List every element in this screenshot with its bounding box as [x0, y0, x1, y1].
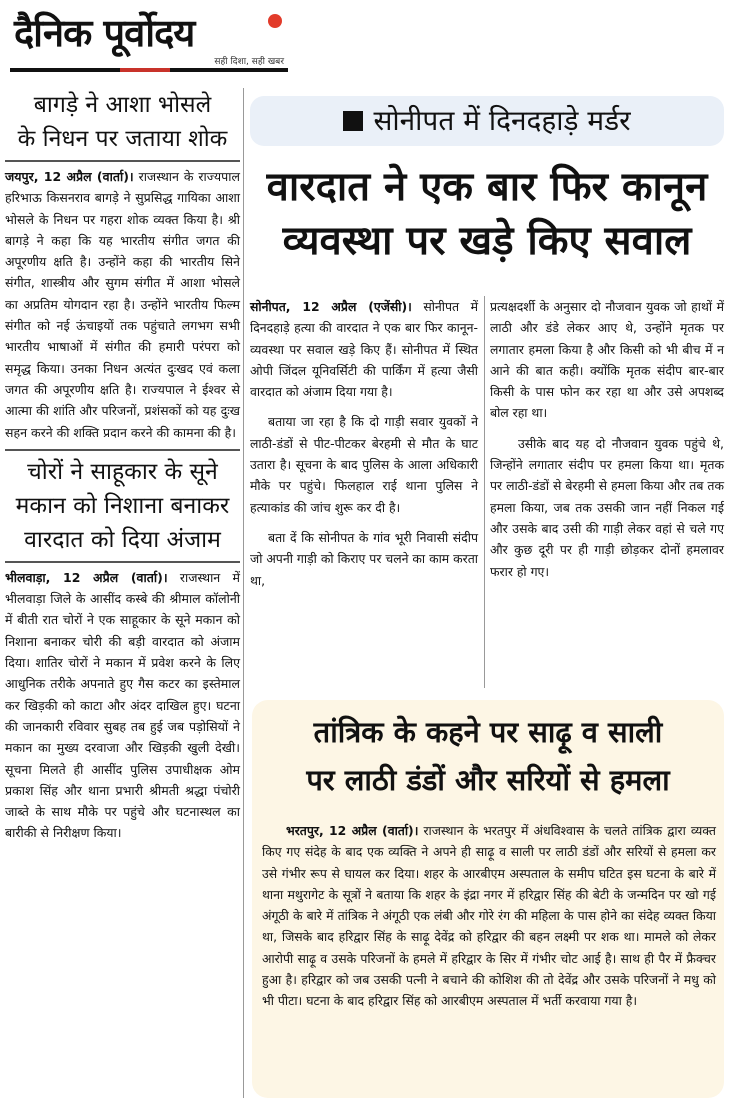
dateline: भरतपुर, 12 अप्रैल (वार्ता)। [286, 823, 419, 838]
square-bullet-icon [343, 111, 363, 131]
masthead [10, 6, 288, 72]
story-headline: बागड़े ने आशा भोसले के निधन पर जताया शोक [17, 92, 228, 152]
paragraph: बता दें कि सोनीपत के गांव भूरी निवासी संदीप जो अपनी गाड़ी को किराए पर चलने का काम करता था, [250, 529, 479, 588]
story-bagde [5, 88, 240, 443]
story-body: भीलवाड़ा, 12 अप्रैल (वार्ता)। राजस्थान में भीलवाड़ा जिले के आसींद कस्बे की श्रीमाल कॉलोनी में बीती रात चोरों ने एक साहूकार के सूने मकान को निशाना बनाकर चोरी की बड़ी वारदात को अंजाम दिया। शातिर चोरों ने मकान में प्रवेश करने के लिए आधुनिक तरीके अपनाते हुए गैस कटर का इस्तेमाल कर खिड़की को काटा और अंदर दाखिल हुए। घटना की जानकारी रविवार सुबह तब हुई जब पड़ोसियों ने मकान का मुख्य दरवाजा और खिड़की खुली देखी। सूचना मिलते ही आसींद पुलिस उपाधीक्षक ओम प्रकाश सिंह और थाना प्रभारी श्रीमती श्रद्धा पंचोरी जाब्ते के साथ मौके पर पहुंचे और घटनास्थल का बारीकी से निरीक्षण किया। [5, 569, 240, 841]
logo-dot-icon [268, 14, 282, 28]
lead-body-column-1 [250, 296, 478, 600]
lead-kicker: सोनीपत में दिनदहाड़े मर्डर [250, 96, 724, 146]
story-theft [5, 455, 240, 844]
column-divider [243, 88, 244, 1098]
column-divider [484, 296, 485, 688]
masthead-rule-accent [120, 68, 170, 72]
dateline: भीलवाड़ा, 12 अप्रैल (वार्ता)। [5, 569, 168, 585]
divider [5, 449, 240, 451]
paragraph: भरतपुर, 12 अप्रैल (वार्ता)। राजस्थान के भरतपुर में अंधविश्वास के चलते तांत्रिक द्वारा व्यक्त किए गए संदेह के बाद एक व्यक्ति ने अपने ही साढ़ू व साली पर लाठी डंडों और सरियों से हमला कर उसे गंभीर रूप से घायल कर दिया। शहर के आरबीएम अस्पताल के समीप घटित इस घटना के बारे में थाना मथुरागेट के सूत्रों ने बताया कि शहर के इंद्रा नगर में हरिद्वार सिंह की बेटी के जन्मदिन पर खो गई अंगूठी के बारे में तांत्रिक ने अंगूठी एक लंबी और गोरे रंग की महिला के पास होने का संदेह व्यक्त किया था, जिसके बाद हरिद्वार सिंह के साढ़ू देवेंद्र को हरिद्वार की बहन लक्ष्मी पर शक था। मामले को लेकर आरोपी साढ़ू व उसके परिजनों के हमले में हरिद्वार के सिर में गंभीर चोट आई है। साथ ही पैर में फ्रैक्चर हुआ है। हरिद्वार को जब उसकी पत्नी ने बचाने की कोशिश की तो देवेंद्र और उसके परिजनों ने मधु को भी पीटा। घटना के बाद हरिद्वार सिंह को आरबीएम अस्पताल में भर्ती करवाया गया है। [262, 823, 716, 1009]
story-headline: तांत्रिक के कहने पर साढ़ू व साली पर लाठी डंडों और सरियों से हमला [306, 715, 670, 797]
masthead-tagline: सही दिशा, सही खबर [214, 57, 284, 67]
dateline: जयपुर, 12 अप्रैल (वार्ता)। [5, 169, 134, 184]
boxed-story [252, 700, 724, 1098]
newspaper-logo: दैनिक पूर्वोदय [14, 11, 195, 55]
lead-headline: वारदात ने एक बार फिर कानून व्यवस्था पर खड़े किए सवाल [266, 164, 708, 264]
paragraph: प्रत्यक्षदर्शी के अनुसार दो नौजवान युवक जो हाथों में लाठी और डंडे लेकर आए थे, उन्होंने मृतक पर लगातार हमला किया है और किसी को भी बीच में न आने की बात कही। क्योंकि मृतक संदीप बार-बार किसी के पास फोन कर रहा था और उसे अपशब्द बोल रहा था। [490, 299, 724, 421]
story-body [262, 820, 716, 1012]
lead-body-column-2 [490, 296, 724, 591]
story-headline: चोरों ने साहूकार के सूने मकान को निशाना बनाकर वारदात को दिया अंजाम [15, 458, 230, 553]
dateline: सोनीपत, 12 अप्रैल (एजेंसी)। [250, 299, 412, 314]
left-column [5, 88, 240, 844]
divider [5, 160, 240, 162]
paragraph: उसीके बाद यह दो नौजवान युवक पहुंचे थे, जिन्होंने लगातार संदीप पर हमला किया था। मृतक पर लाठी-डंडों से बेरहमी से हमला किया और तब तक हमला किया, जब तक उसकी जान नहीं निकल गई और उसके बाद उसी की गाड़ी लेकर वहां से चले गए और कुछ दूरी पर ही गाड़ी छोड़कर दोनों हमलावर फरार हो गए। [490, 435, 724, 579]
paragraph: सोनीपत, 12 अप्रैल (एजेंसी)। सोनीपत में दिनदहाड़े हत्या की वारदात ने एक बार फिर कानून-व्यवस्था पर सवाल खड़े किए हैं। सोनीपत में स्थित ओपी जिंदल यूनिवर्सिटी की पार्किंग में हत्या जैसी वारदात को अंजाम दिया गया है। [250, 299, 479, 400]
divider [5, 561, 240, 563]
paragraph: बताया जा रहा है कि दो गाड़ी सवार युवकों ने लाठी-डंडों से पीट-पीटकर बेरहमी से मौत के घाट उतारा है। सूचना के बाद पुलिस के आला अधिकारी मौके पर पहुंचे। फिलहाल राई थाना पुलिस ने हत्याकांड की जांच शुरू कर दी है। [250, 414, 478, 515]
story-body: जयपुर, 12 अप्रैल (वार्ता)। राजस्थान के राज्यपाल हरिभाऊ किसनराव बागड़े ने सुप्रसिद्ध गायिका आशा भोसले के निधन पर गहरा शोक व्यक्त किया है। श्री बागड़े ने कहा कि यह भारतीय संगीत जगत की अपूरणीय क्षति है। उन्होंने कहा की भारतीय सिने संगीत, शास्त्रीय और सुगम संगीत में आशा भोसले का अप्रतिम योगदान रहा है। उन्होंने भारतीय फिल्म संगीत को नई ऊंचाइयों तक पहुंचाते लगभग सभी भारतीय भाषाओं में संगीत की हमारी परंपरा को समृद्ध किया। उनका निधन अत्यंत दुःखद एवं कला जगत की अपूरणीय क्षति है। राज्यपाल ने ईश्वर से आत्मा की शांति और परिजनों, प्रशंसकों को यह दुःख सहन करने की शक्ति प्रदान करने की कामना की है। [5, 169, 240, 440]
